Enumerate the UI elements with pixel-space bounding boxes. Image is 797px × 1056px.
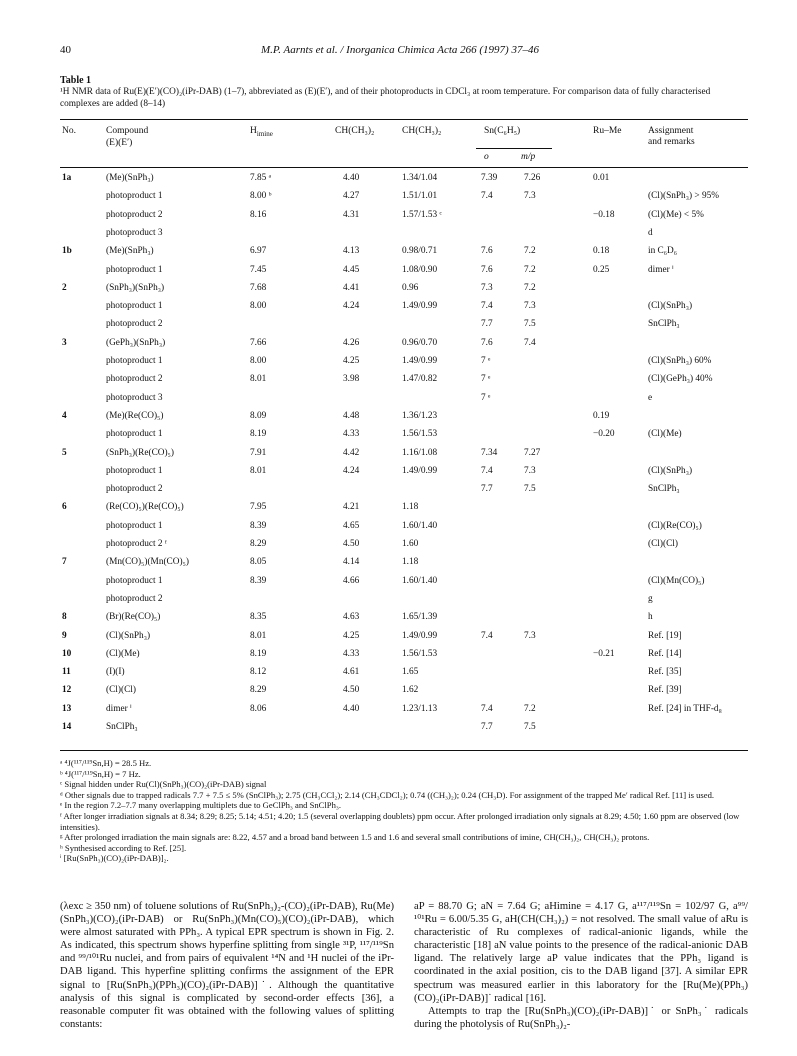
header-no: No. — [62, 126, 76, 136]
cell-ch: 4.27 — [343, 191, 360, 202]
cell-no: 9 — [62, 630, 67, 641]
cell-rume: 0.19 — [593, 410, 610, 421]
table-row — [0, 227, 797, 240]
cell-no: 13 — [62, 703, 72, 714]
table-row — [0, 282, 797, 295]
header-compound-sub: (E)(E′) — [106, 138, 133, 148]
cell-mp: 7.26 — [524, 173, 541, 183]
cell-no: 1b — [62, 246, 72, 257]
cell-compound: photoproduct 2 — [106, 374, 163, 385]
cell-mp: 7.2 — [524, 282, 536, 293]
cell-rume: 0.01 — [593, 173, 610, 183]
table-row — [0, 355, 797, 368]
cell-assign: h — [648, 612, 653, 623]
table-label: Table 1 — [60, 75, 92, 86]
footnote: ᵉ In the region 7.2–7.7 many overlapping multiplets due to GeClPh₃ and SnClPh₃. — [60, 800, 342, 811]
cell-assign: d — [648, 227, 653, 238]
cell-himine: 8.19 — [250, 429, 267, 440]
cell-rume: 0.25 — [593, 264, 610, 275]
cell-assign: SnClPh₃ — [648, 319, 680, 330]
cell-assign: e — [648, 392, 653, 403]
header-ch: CH(CH₃)₂ — [335, 126, 375, 136]
cell-compound: photoproduct 3 — [106, 392, 163, 403]
table-row — [0, 593, 797, 606]
cell-rume: −0.20 — [593, 429, 615, 440]
cell-himine: 7.45 — [250, 264, 267, 275]
table-top-rule — [60, 119, 748, 120]
cell-assign: (Cl)(SnPh₃) 60% — [648, 356, 712, 366]
cell-no: 5 — [62, 447, 67, 458]
header-himine: $H_{imine}$ — [250, 126, 273, 138]
table-row — [0, 703, 797, 716]
cell-himine: 7.68 — [250, 282, 267, 293]
cell-assign: Ref. [35] — [648, 667, 682, 678]
cell-ch: 4.50 — [343, 685, 360, 696]
cell-assign: g — [648, 593, 653, 604]
cell-mp: 7.2 — [524, 703, 536, 714]
cell-himine: 8.00 ᵇ — [250, 191, 272, 202]
table-row — [0, 190, 797, 203]
body-paragraph: aP = 88.70 G; aN = 7.64 G; aHimine = 4.17 G, a¹¹⁷/¹¹⁹Sn = 102/97 G, a⁹⁹/¹⁰¹Ru = 6.00/5.35 G, aH(CH(CH₃)₂) = not resolved. The small value of aRu is characteristic of Ru complexes of radical-anionic ligands, while the characteristic [18] aN value points to the presence of the radical-anionic DAB ligand. The relatively large aP value indicates that the PPh₃ ligand is coordinated in the axial position, cis to the DAB ligand [37]. A similar EPR spectrum was measured earlier in this laboratory for the [Ru(Me)(PPh₃)(CO)₂(iPr-DAB)]˙ radical [16]. — [414, 901, 748, 1004]
cell-o: 7.6 — [481, 337, 493, 348]
cell-ch3: 1.08/0.90 — [402, 264, 438, 275]
table-footnotes — [60, 758, 748, 864]
cell-mp: 7.5 — [524, 319, 536, 330]
cell-assign: (Cl)(Cl) — [648, 539, 678, 549]
cell-ch3: 0.98/0.71 — [402, 246, 438, 257]
table-row — [0, 666, 797, 679]
cell-ch: 4.63 — [343, 612, 360, 623]
cell-compound: (Me)(Re(CO)₅) — [106, 410, 164, 421]
cell-no: 12 — [62, 685, 72, 696]
cell-assign: (Cl)(SnPh₃) — [648, 301, 693, 312]
cell-himine: 8.29 — [250, 685, 267, 696]
cell-rume: −0.21 — [593, 648, 615, 659]
header-sn-o: o — [484, 152, 489, 162]
cell-himine: 8.39 — [250, 575, 267, 586]
journal-citation: M.P. Aarnts et al. / Inorganica Chimica Acta 266 (1997) 37–46 — [261, 44, 539, 56]
cell-compound: (Cl)(SnPh₃) — [106, 630, 151, 641]
cell-ch3: 1.65/1.39 — [402, 612, 438, 623]
cell-o: 7 ᵉ — [481, 374, 491, 385]
cell-rume: 0.18 — [593, 246, 610, 257]
cell-mp: 7.5 — [524, 722, 536, 732]
cell-ch3: 1.23/1.13 — [402, 703, 438, 714]
cell-himine: 7.91 — [250, 447, 267, 458]
table-row — [0, 575, 797, 588]
footnote: ᶠ After longer irradiation signals at 8.34; 8.29; 8.25; 5.14; 4.51; 4.20; 1.5 (several overlapping doublets) ppm occur. After prolonged irradiation only signals at 8.29; 4.50; 1.60 ppm are observed (low intensities). — [60, 810, 740, 832]
cell-ch3: 1.34/1.04 — [402, 173, 438, 183]
cell-assign: (Cl)(GePh₃) 40% — [648, 374, 713, 385]
cell-ch: 4.33 — [343, 429, 360, 440]
cell-mp: 7.3 — [524, 630, 536, 641]
cell-compound: photoproduct 3 — [106, 227, 163, 238]
cell-compound: photoproduct 1 — [106, 264, 163, 275]
header-rume: Ru–Me — [593, 126, 622, 136]
table-row — [0, 209, 797, 222]
cell-compound: (Cl)(Me) — [106, 648, 140, 659]
cell-assign: in C₆D₆ — [648, 246, 677, 257]
cell-ch: 4.40 — [343, 703, 360, 714]
table-row — [0, 501, 797, 514]
cell-ch3: 1.57/1.53 ᶜ — [402, 209, 442, 220]
cell-himine: 8.01 — [250, 465, 267, 476]
cell-mp: 7.2 — [524, 264, 536, 275]
cell-ch: 4.25 — [343, 356, 360, 366]
table-row — [0, 337, 797, 350]
cell-ch3: 0.96 — [402, 282, 419, 293]
cell-o: 7 ᵉ — [481, 356, 491, 366]
cell-o: 7.4 — [481, 301, 493, 312]
cell-ch: 4.24 — [343, 465, 360, 476]
cell-ch: 4.50 — [343, 539, 360, 549]
cell-o: 7.3 — [481, 282, 493, 293]
cell-o: 7.4 — [481, 465, 493, 476]
cell-compound: photoproduct 1 — [106, 191, 163, 202]
cell-compound: photoproduct 1 — [106, 520, 163, 531]
cell-ch: 4.14 — [343, 557, 360, 568]
body-column-left: (λexc ≥ 350 nm) of toluene solutions of Ru(SnPh₃)₂-(CO)₂(iPr-DAB), Ru(Me)(SnPh₃)(CO)₂(iPr-DAB) or Ru(SnPh₃)(Mn(CO)₅)(CO)₂(iPr-DAB), which were almost saturated with PPh₃. A typical EPR spectrum is shown in Fig. 2. As indicated, this spectrum shows hyperfine splitting from single ³¹P, ¹¹⁷/¹¹⁹Sn and ⁹⁹/¹⁰¹Ru nuclei, and from pairs of equivalent ¹⁴N and ¹H nuclei of the iPr-DAB ligand. This hyperfine splitting confirms the assignment of the EPR signal to [Ru(SnPh₃)(PPh₃)(CO)₂(iPr-DAB)]˙. Although the quantitative analysis of this signal is complicated by second-order effects [36], a reasonable computer fit was obtained with the following values of splitting constants: — [60, 901, 394, 1030]
footnote: ᵇ ⁴J(¹¹⁷/¹¹⁹Sn,H) = 7 Hz. — [60, 768, 141, 779]
cell-no: 3 — [62, 337, 67, 348]
cell-compound: (Me)(SnPh₃) — [106, 246, 154, 257]
table-row — [0, 721, 797, 734]
cell-ch: 4.40 — [343, 173, 360, 183]
cell-himine: 8.01 — [250, 374, 267, 385]
cell-compound: (I)(I) — [106, 667, 125, 678]
cell-ch3: 0.96/0.70 — [402, 337, 438, 348]
cell-himine: 7.85 ᵃ — [250, 173, 272, 183]
cell-no: 10 — [62, 648, 72, 659]
cell-himine: 8.35 — [250, 612, 267, 623]
table-row — [0, 483, 797, 496]
cell-ch3: 1.18 — [402, 502, 419, 513]
cell-himine: 8.16 — [250, 209, 267, 220]
cell-ch: 4.41 — [343, 282, 360, 293]
cell-himine: 8.06 — [250, 703, 267, 714]
cell-mp: 7.3 — [524, 301, 536, 312]
cell-ch3: 1.49/0.99 — [402, 356, 438, 366]
table-row — [0, 556, 797, 569]
cell-compound: photoproduct 1 — [106, 429, 163, 440]
cell-ch: 4.21 — [343, 502, 360, 513]
sn-subheader-rule — [476, 148, 552, 149]
table-row — [0, 538, 797, 551]
cell-himine: 8.00 — [250, 356, 267, 366]
cell-compound: (Br)(Re(CO)₅) — [106, 612, 161, 623]
cell-o: 7.34 — [481, 447, 498, 458]
table-row — [0, 648, 797, 661]
cell-mp: 7.2 — [524, 246, 536, 257]
cell-no: 4 — [62, 410, 67, 421]
cell-no: 6 — [62, 502, 67, 513]
cell-himine: 8.29 — [250, 539, 267, 549]
table-row — [0, 373, 797, 386]
body-column-right — [414, 900, 748, 1031]
cell-mp: 7.5 — [524, 484, 536, 495]
cell-compound: photoproduct 2 — [106, 593, 163, 604]
table-row — [0, 428, 797, 441]
table-row — [0, 465, 797, 478]
table-caption: ¹H NMR data of Ru(E)(E′)(CO)₂(iPr-DAB) (1–7), abbreviated as (E)(E′), and of their photoproducts in CDCl₃ at room temperature. For comparison data of fully characterised complexes are added (8–14) — [60, 87, 711, 109]
header-assignment: Assignment — [648, 126, 694, 136]
footnote: ᵍ After prolonged irradiation the main signals are: 8.22, 4.57 and a broad band between 1.5 and 1.6 and several small contributions of imine, CH(CH₃)₂, CH(CH₃)₂ protons. — [60, 832, 650, 843]
cell-no: 7 — [62, 557, 67, 568]
table-row — [0, 300, 797, 313]
cell-mp: 7.27 — [524, 447, 541, 458]
cell-ch: 4.25 — [343, 630, 360, 641]
cell-assign: Ref. [14] — [648, 648, 682, 659]
cell-mp: 7.3 — [524, 191, 536, 202]
cell-compound: (Me)(SnPh₃) — [106, 173, 154, 183]
cell-assign: (Cl)(SnPh₃) > 95% — [648, 191, 719, 202]
cell-o: 7.39 — [481, 173, 498, 183]
cell-ch: 4.65 — [343, 520, 360, 531]
cell-compound: photoproduct 2 ᶠ — [106, 539, 167, 549]
table-bottom-rule — [60, 750, 748, 751]
table-header-rule — [60, 167, 748, 168]
table-row — [0, 684, 797, 697]
cell-himine: 8.01 — [250, 630, 267, 641]
cell-compound: photoproduct 1 — [106, 465, 163, 476]
cell-assign: (Cl)(Me) < 5% — [648, 209, 704, 220]
cell-ch: 4.33 — [343, 648, 360, 659]
cell-o: 7.4 — [481, 703, 493, 714]
cell-assign: dimer ⁱ — [648, 264, 674, 275]
cell-ch3: 1.49/0.99 — [402, 301, 438, 312]
cell-compound: photoproduct 1 — [106, 575, 163, 586]
cell-assign: SnClPh₃ — [648, 484, 680, 495]
cell-himine: 7.95 — [250, 502, 267, 513]
cell-o: 7.7 — [481, 319, 493, 330]
page-number: 40 — [60, 44, 71, 56]
cell-ch3: 1.51/1.01 — [402, 191, 438, 202]
table-row — [0, 245, 797, 258]
table-row — [0, 264, 797, 277]
cell-ch3: 1.60/1.40 — [402, 520, 438, 531]
cell-ch3: 1.62 — [402, 685, 419, 696]
cell-ch3: 1.47/0.82 — [402, 374, 438, 385]
cell-ch3: 1.18 — [402, 557, 419, 568]
cell-assign: Ref. [19] — [648, 630, 682, 641]
cell-compound: photoproduct 2 — [106, 484, 163, 495]
cell-no: 2 — [62, 282, 67, 293]
cell-compound: SnClPh₃ — [106, 722, 138, 732]
cell-ch3: 1.16/1.08 — [402, 447, 438, 458]
table-row — [0, 318, 797, 331]
header-ch3: CH(CH₃)₂ — [402, 126, 442, 136]
cell-ch3: 1.56/1.53 — [402, 429, 438, 440]
footnote: ᵈ Other signals due to trapped radicals 7.7 + 7.5 ≤ 5% (SnClPh₃); 2.75 (CH₃CCl₂); 2.14 (CH₃CDCl₂); 0.74 ((CH₃)₂); 0.24 (CH₃D). For assignment of the trapped Me′ radical Ref. [11] is used. — [60, 789, 715, 800]
cell-ch3: 1.65 — [402, 667, 419, 678]
cell-o: 7.4 — [481, 630, 493, 641]
cell-o: 7.7 — [481, 484, 493, 495]
header-sn-mp: m/p — [521, 152, 536, 162]
cell-ch: 4.31 — [343, 209, 360, 220]
cell-ch3: 1.49/0.99 — [402, 465, 438, 476]
cell-no: 8 — [62, 612, 67, 623]
cell-ch: 3.98 — [343, 374, 360, 385]
cell-o: 7.7 — [481, 722, 493, 732]
cell-ch3: 1.60 — [402, 539, 419, 549]
cell-compound: photoproduct 1 — [106, 356, 163, 366]
cell-ch: 4.24 — [343, 301, 360, 312]
cell-himine: 8.00 — [250, 301, 267, 312]
cell-o: 7.4 — [481, 191, 493, 202]
cell-mp: 7.3 — [524, 465, 536, 476]
table-row — [0, 611, 797, 624]
footnote: ⁱ [Ru(SnPh₃)(CO)₂(iPr-DAB)]₂. — [60, 853, 169, 864]
cell-compound: photoproduct 2 — [106, 209, 163, 220]
cell-no: 11 — [62, 667, 71, 678]
footnote: ᵃ ⁴J(¹¹⁷/¹¹⁹Sn,H) = 28.5 Hz. — [60, 758, 152, 768]
cell-compound: (GePh₃)(SnPh₃) — [106, 337, 166, 348]
cell-ch3: 1.56/1.53 — [402, 648, 438, 659]
table-row — [0, 447, 797, 460]
cell-ch: 4.66 — [343, 575, 360, 586]
cell-no: 14 — [62, 722, 72, 732]
body-paragraph: Attempts to trap the [Ru(SnPh₃)(CO)₂(iPr-DAB)]˙ or SnPh₃˙ radicals during the photolysis of Ru(SnPh₃)₂- — [414, 1005, 748, 1030]
cell-ch3: 1.60/1.40 — [402, 575, 438, 586]
header-compound: Compound — [106, 126, 149, 136]
cell-assign: (Cl)(Me) — [648, 429, 682, 440]
cell-compound: (Cl)(Cl) — [106, 685, 136, 696]
cell-himine: 7.66 — [250, 337, 267, 348]
cell-ch: 4.45 — [343, 264, 360, 275]
table-row — [0, 520, 797, 533]
cell-assign: (Cl)(Re(CO)₅) — [648, 520, 702, 531]
cell-o: 7 ᵉ — [481, 392, 491, 403]
cell-himine: 8.05 — [250, 557, 267, 568]
cell-ch: 4.26 — [343, 337, 360, 348]
cell-compound: (SnPh₃)(Re(CO)₅) — [106, 447, 174, 458]
cell-himine: 8.12 — [250, 667, 267, 678]
cell-assign: (Cl)(Mn(CO)₅) — [648, 575, 705, 586]
cell-himine: 6.97 — [250, 246, 267, 257]
cell-himine: 8.39 — [250, 520, 267, 531]
footnote: ʰ Synthesised according to Ref. [25]. — [60, 842, 187, 853]
cell-rume: −0.18 — [593, 209, 615, 220]
cell-ch: 4.61 — [343, 667, 360, 678]
cell-ch: 4.48 — [343, 410, 360, 421]
cell-ch3: 1.49/0.99 — [402, 630, 438, 641]
table-row — [0, 410, 797, 423]
table-row — [0, 630, 797, 643]
cell-assign: Ref. [39] — [648, 685, 682, 696]
table-row — [0, 392, 797, 405]
cell-ch: 4.13 — [343, 246, 360, 257]
cell-compound: dimer ⁱ — [106, 703, 132, 714]
header-assignment-sub: and remarks — [648, 137, 695, 147]
cell-compound: (Mn(CO)₅)(Mn(CO)₅) — [106, 557, 189, 568]
cell-o: 7.6 — [481, 246, 493, 257]
cell-compound: photoproduct 2 — [106, 319, 163, 330]
cell-himine: 8.19 — [250, 648, 267, 659]
cell-mp: 7.4 — [524, 337, 536, 348]
cell-compound: (SnPh₃)(SnPh₃) — [106, 282, 165, 293]
cell-ch3: 1.36/1.23 — [402, 410, 438, 421]
cell-assign: Ref. [24] in THF-d₈ — [648, 703, 722, 714]
cell-compound: photoproduct 1 — [106, 301, 163, 312]
cell-no: 1a — [62, 173, 72, 183]
cell-ch: 4.42 — [343, 447, 360, 458]
cell-compound: (Re(CO)₅)(Re(CO)₅) — [106, 502, 184, 513]
cell-assign: (Cl)(SnPh₃) — [648, 465, 693, 476]
header-sn: Sn(C₆H₅) — [484, 126, 521, 136]
cell-o: 7.6 — [481, 264, 493, 275]
footnote: ᶜ Signal hidden under Ru(Cl)(SnPh₃)(CO)₂(iPr-DAB) signal — [60, 779, 267, 790]
table-row — [0, 172, 797, 185]
cell-himine: 8.09 — [250, 410, 267, 421]
